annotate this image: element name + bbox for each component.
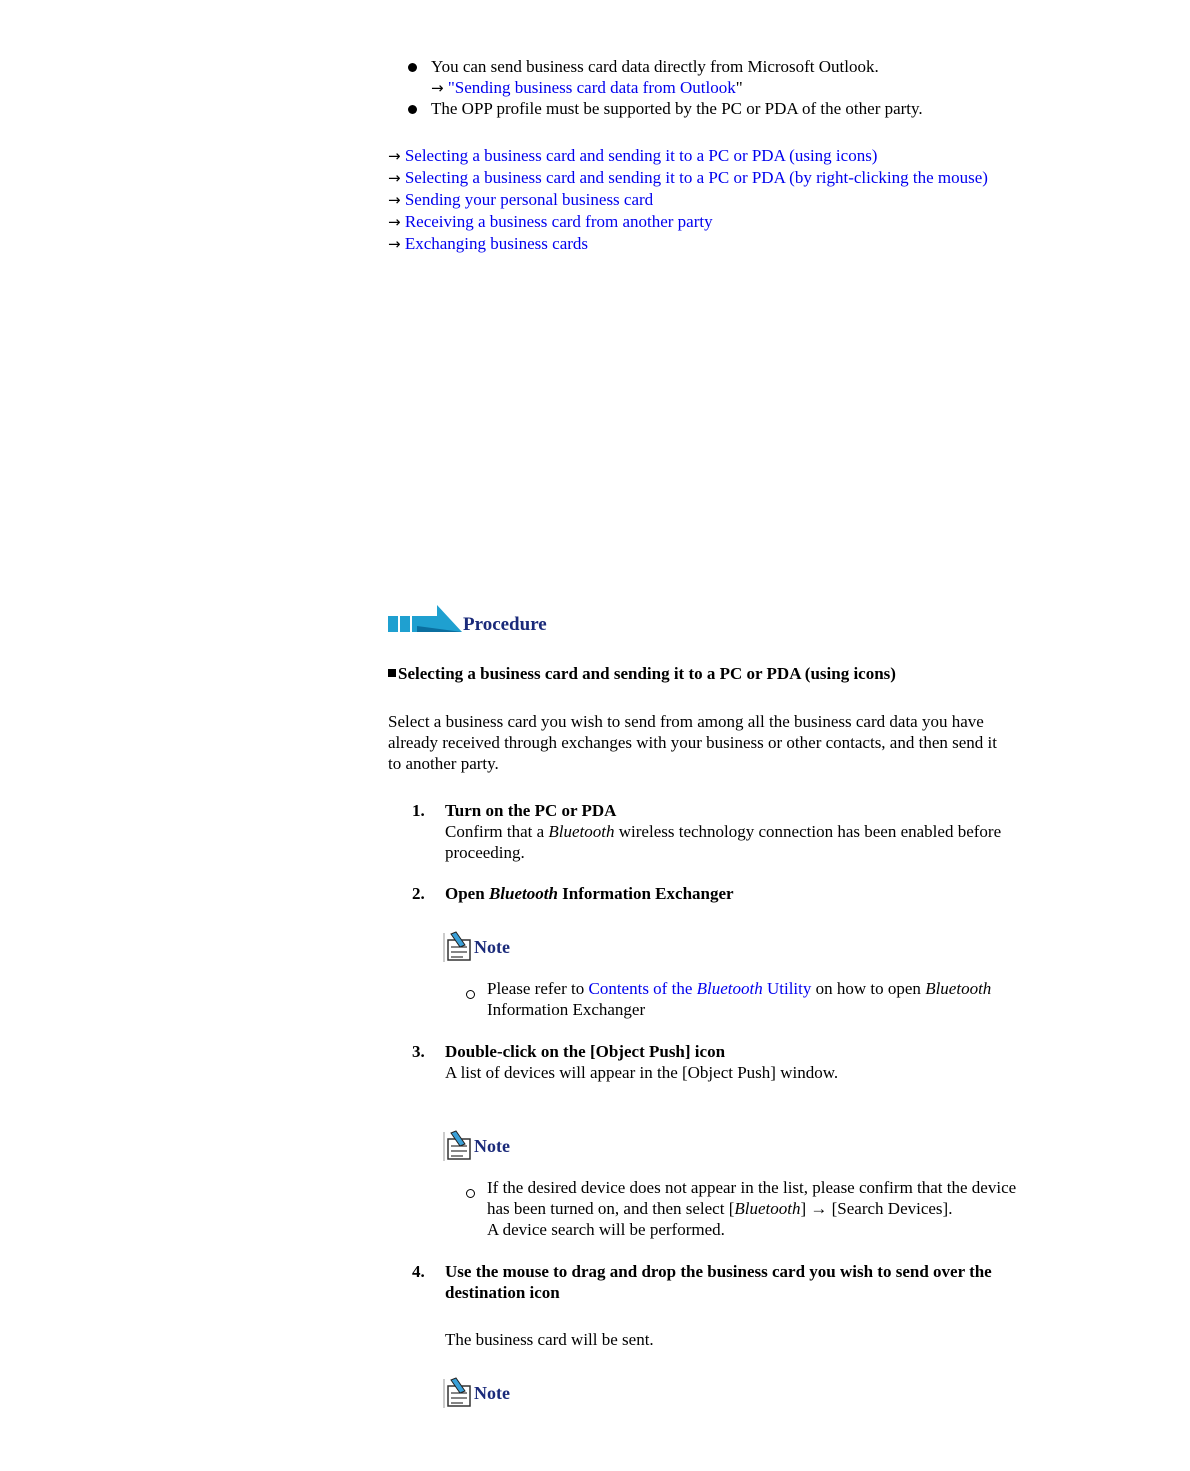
nav-link-using-icons[interactable]: Selecting a business card and sending it to a PC or PDA (using icons) — [404, 146, 878, 165]
procedure-intro-line: already received through exchanges with your business or other contacts, and then send it — [388, 733, 997, 752]
procedure-label: Procedure — [463, 614, 547, 635]
step-2-title-italic: Bluetooth — [488, 884, 558, 903]
note-2-line2 — [487, 1198, 952, 1219]
arrow-right-icon: → — [388, 235, 401, 253]
step-2-title-pre: Open — [445, 884, 489, 903]
intro-bullet-1 — [408, 56, 417, 77]
intro-bullet-2 — [408, 98, 417, 119]
section-title-text: Selecting a business card and sending it to a PC or PDA (using icons) — [398, 664, 896, 683]
bullet-dot-icon — [408, 63, 417, 72]
note-1-pre: Please refer to — [487, 979, 589, 998]
nav-link-item — [388, 233, 988, 255]
bullet-dot-icon — [408, 105, 417, 114]
note-label: Note — [474, 937, 510, 957]
step-1-number: 1. — [412, 801, 425, 820]
link-pre: Contents of the — [588, 979, 697, 998]
note-icon — [443, 931, 473, 963]
step-1-title: Turn on the PC or PDA — [445, 801, 617, 820]
note-2-line1: If the desired device does not appear in the list, please confirm that the device — [487, 1178, 1017, 1197]
step-2-number: 2. — [412, 884, 425, 903]
nav-link-exchanging[interactable]: Exchanging business cards — [404, 234, 589, 253]
note-icon — [443, 1130, 473, 1162]
note-1-line2: Information Exchanger — [487, 1000, 646, 1019]
note-1-post: on how to open — [811, 979, 926, 998]
circle-bullet-icon — [466, 1189, 475, 1198]
step-4-desc: The business card will be sent. — [445, 1330, 654, 1349]
step-4-title-line1: Use the mouse to drag and drop the business card you wish to send over the — [445, 1262, 992, 1281]
contents-utility-link[interactable] — [588, 979, 811, 998]
step-1-desc-post: wireless technology connection has been enabled before — [614, 822, 1002, 841]
note-2-line2-post: ] → [Search Devices]. — [800, 1199, 953, 1218]
step-2-title — [445, 883, 734, 904]
link-suffix: " — [735, 78, 743, 97]
nav-link-item — [388, 189, 988, 211]
link-italic: Bluetooth — [696, 979, 763, 998]
section-title — [388, 663, 896, 684]
intro-bullet-2-text: The OPP profile must be supported by the PC or PDA of the other party. — [431, 99, 923, 118]
nav-link-receiving[interactable]: Receiving a business card from another party — [404, 212, 713, 231]
procedure-arrow-icon — [387, 604, 463, 636]
nav-link-right-click[interactable]: Selecting a business card and sending it to a PC or PDA (by right-clicking the mouse) — [404, 168, 988, 187]
step-1-desc-pre: Confirm that a — [445, 822, 549, 841]
note-2-line2-italic: Bluetooth — [734, 1199, 801, 1218]
note-2-line3: A device search will be performed. — [487, 1220, 725, 1239]
step-4-number: 4. — [412, 1262, 425, 1281]
note-1-post-italic: Bluetooth — [925, 979, 992, 998]
procedure-intro-line: Select a business card you wish to send from among all the business card data you have — [388, 712, 984, 731]
note-1-bullet — [466, 984, 475, 1004]
procedure-intro — [388, 711, 997, 774]
step-1-desc-line2: proceeding. — [445, 843, 525, 862]
nav-link-item — [388, 167, 988, 189]
step-3-desc: A list of devices will appear in the [Object Push] window. — [445, 1063, 839, 1082]
link-post: Utility — [762, 979, 812, 998]
arrow-right-icon: → — [388, 147, 401, 165]
procedure-intro-line: to another party. — [388, 754, 499, 773]
arrow-right-icon: → — [388, 191, 401, 209]
note-2-line2-pre: has been turned on, and then select [ — [487, 1199, 735, 1218]
step-3-title: Double-click on the [Object Push] icon — [445, 1042, 726, 1061]
outlook-link[interactable]: "Sending business card data from Outlook — [447, 78, 736, 97]
intro-bullet-1-link-line — [431, 77, 743, 99]
arrow-right-icon: → — [388, 169, 401, 187]
nav-link-personal-card[interactable]: Sending your personal business card — [404, 190, 654, 209]
step-4-title-line2: destination icon — [445, 1283, 560, 1302]
nav-link-item — [388, 145, 988, 167]
arrow-right-icon: → — [388, 213, 401, 231]
step-2-title-post: Information Exchanger — [557, 884, 734, 903]
note-label: Note — [474, 1136, 510, 1156]
square-bullet-icon — [388, 669, 396, 677]
note-2-bullet — [466, 1183, 475, 1203]
note-icon — [443, 1377, 473, 1409]
step-3-number: 3. — [412, 1042, 425, 1061]
step-1-desc — [445, 821, 1001, 842]
intro-bullet-1-text: You can send business card data directly from Microsoft Outlook. — [431, 57, 879, 76]
nav-link-item — [388, 211, 988, 233]
nav-links — [388, 145, 988, 255]
arrow-right-icon: → — [431, 79, 444, 97]
note-1-text — [487, 978, 991, 999]
step-1-desc-italic: Bluetooth — [548, 822, 615, 841]
note-label: Note — [474, 1383, 510, 1403]
circle-bullet-icon — [466, 990, 475, 999]
